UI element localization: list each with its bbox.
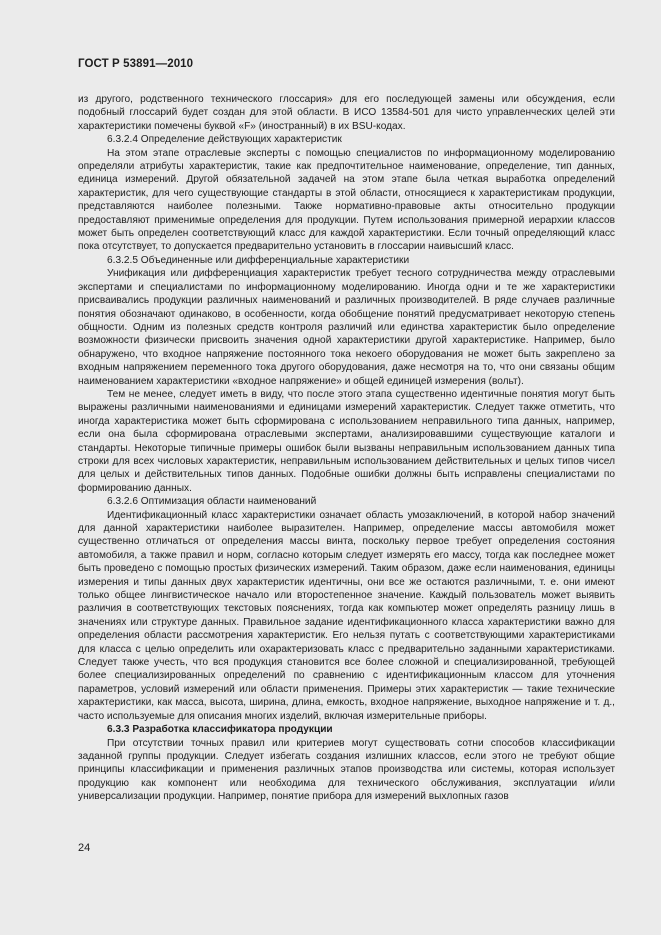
section-heading-6-3-2-6: 6.3.2.6 Оптимизация области наименований xyxy=(107,496,317,508)
standard-header: ГОСТ Р 53891—2010 xyxy=(78,58,194,70)
paragraph: Унификация или дифференциация характеристик требует тесного сотрудничества между отраслевыми экспертами и специалистами по информационному моделированию. Иногда одни и те же характеристики присваивались продукции различных наименований и различных производителей. В ряде случаев различные понятия обозначают одинаково, в особенности, когда обобщение понятий предусматривает некоторую степень общности. Одним из полезных средств контроля различий или единства характеристик было определение возможности физически присвоить значения одной характеристики другой характеристике. Например, было обнаружено, что входное напряжение постоянного тока некоего оборудования не может быть закреплено за входным напряжением переменного тока другого оборудования, даже несмотря на то, что они связаны общим наименованием характеристики «входное напряжение» и общей единицей измерения (вольт). xyxy=(78,268,615,387)
section-heading-6-3-2-5: 6.3.2.5 Объединенные или дифференциальные характеристики xyxy=(107,254,410,266)
section-heading-6-3-2-4: 6.3.2.4 Определение действующих характеристик xyxy=(107,134,342,146)
paragraph: из другого, родственного технического глоссария» для его последующей замены или обсуждения, если подобный глоссарий будет создан для этой области. В ИСО 13584-501 для чисто управленческих целей эти характеристики помечены буквой «F» (иностранный) в их BSU-кодах. xyxy=(78,94,615,132)
paragraph: Тем не менее, следует иметь в виду, что после этого этапа существенно идентичные понятия могут быть выражены различными наименованиями и единицами измерений характеристик. Следует также отметить, что иногда характеристика может быть сформирована с использованием неправильного типа данных, например, если она была сформирована отраслевыми экспертами, анализировавшими существующие каталоги и стандарты. Некоторые типичные примеры ошибок были вызваны неправильным использованием данных типа строки для всех числовых характеристик, неправильным использованием действительных и целых типов чисел для целых и действительных типов данных. Подобные ошибки должны быть исправлены специалистами по формированию данных. xyxy=(78,388,615,494)
section-heading-6-3-3: 6.3.3 Разработка классификатора продукции xyxy=(107,724,333,736)
page-number: 24 xyxy=(78,842,91,854)
paragraph: При отсутствии точных правил или критериев могут существовать сотни способов классификации заданной группы продукции. Следует избегать создания излишних классов, если этого не требуют общие принципы классификации и применения различных этапов производства или системы, которая использует продукцию как компонент или необходима для технического обслуживания, эксплуатации и/или универсализации продукции. Например, понятие прибора для измерений выхлопных газов xyxy=(78,737,615,803)
paragraph: На этом этапе отраслевые эксперты с помощью специалистов по информационному моделированию определяли атрибуты характеристик, такие как предпочтительное наименование, определение, тип данных, единица измерений. Другой обязательной задачей на этом этапе была четкая выработка определений характеристик, для чего существующие стандарты в этой области, относящиеся к характеристикам продукции, представляются наиболее полезными. Также нормативно-правовые акты относительно продукции предоставляют применимые определения для продукции. Путем использования примерной иерархии классов может быть определен соответствующий класс для каждой характеристики. Если точный определяющий класс пока отсутствует, то допускается предварительно установить в глоссарии наивысший класс. xyxy=(78,147,615,253)
document-body xyxy=(78,93,615,804)
paragraph: Идентификационный класс характеристики означает область умозаключений, в которой набор значений для данной характеристики наиболее выразителен. Например, определение массы автомобиля может существенно отличаться от определения массы винта, поскольку первое требует определения состояния автомобиля, а также правил и норм, согласно которым следует измерять его массу, тогда как последнее может быть проведено с помощью простых физических измерений. Таким образом, даже если наименования, единицы измерения и типы данных двух характеристик идентичны, они все же остаются различными, т. е. они имеют только общее лингвистическое начало или второстепенное значение. Каждый пользователь может выявить различия в соответствующих текстовых пояснениях, тогда как компьютер может определять разницу лишь в значениях или структуре данных. Правильное задание идентификационного класса характеристики важно для определения области рассмотрения характеристик. Его нельзя путать с соответствующими характеристиками для класса с целью определить или охарактеризовать класс с предварительно заданными характеристиками. Следует также учесть, что вся продукция становится все более сложной и специализированной, требующей более специализированных определений по сравнению с идентификационным классом для уточнения параметров, условий измерений или области применения. Примеры этих характеристик — такие технические характеристики, как масса, высота, ширина, длина, емкость, входное напряжение, выходное напряжение и т. д., часто используемые для описания многих изделий, включая измерительные приборы. xyxy=(78,509,615,722)
